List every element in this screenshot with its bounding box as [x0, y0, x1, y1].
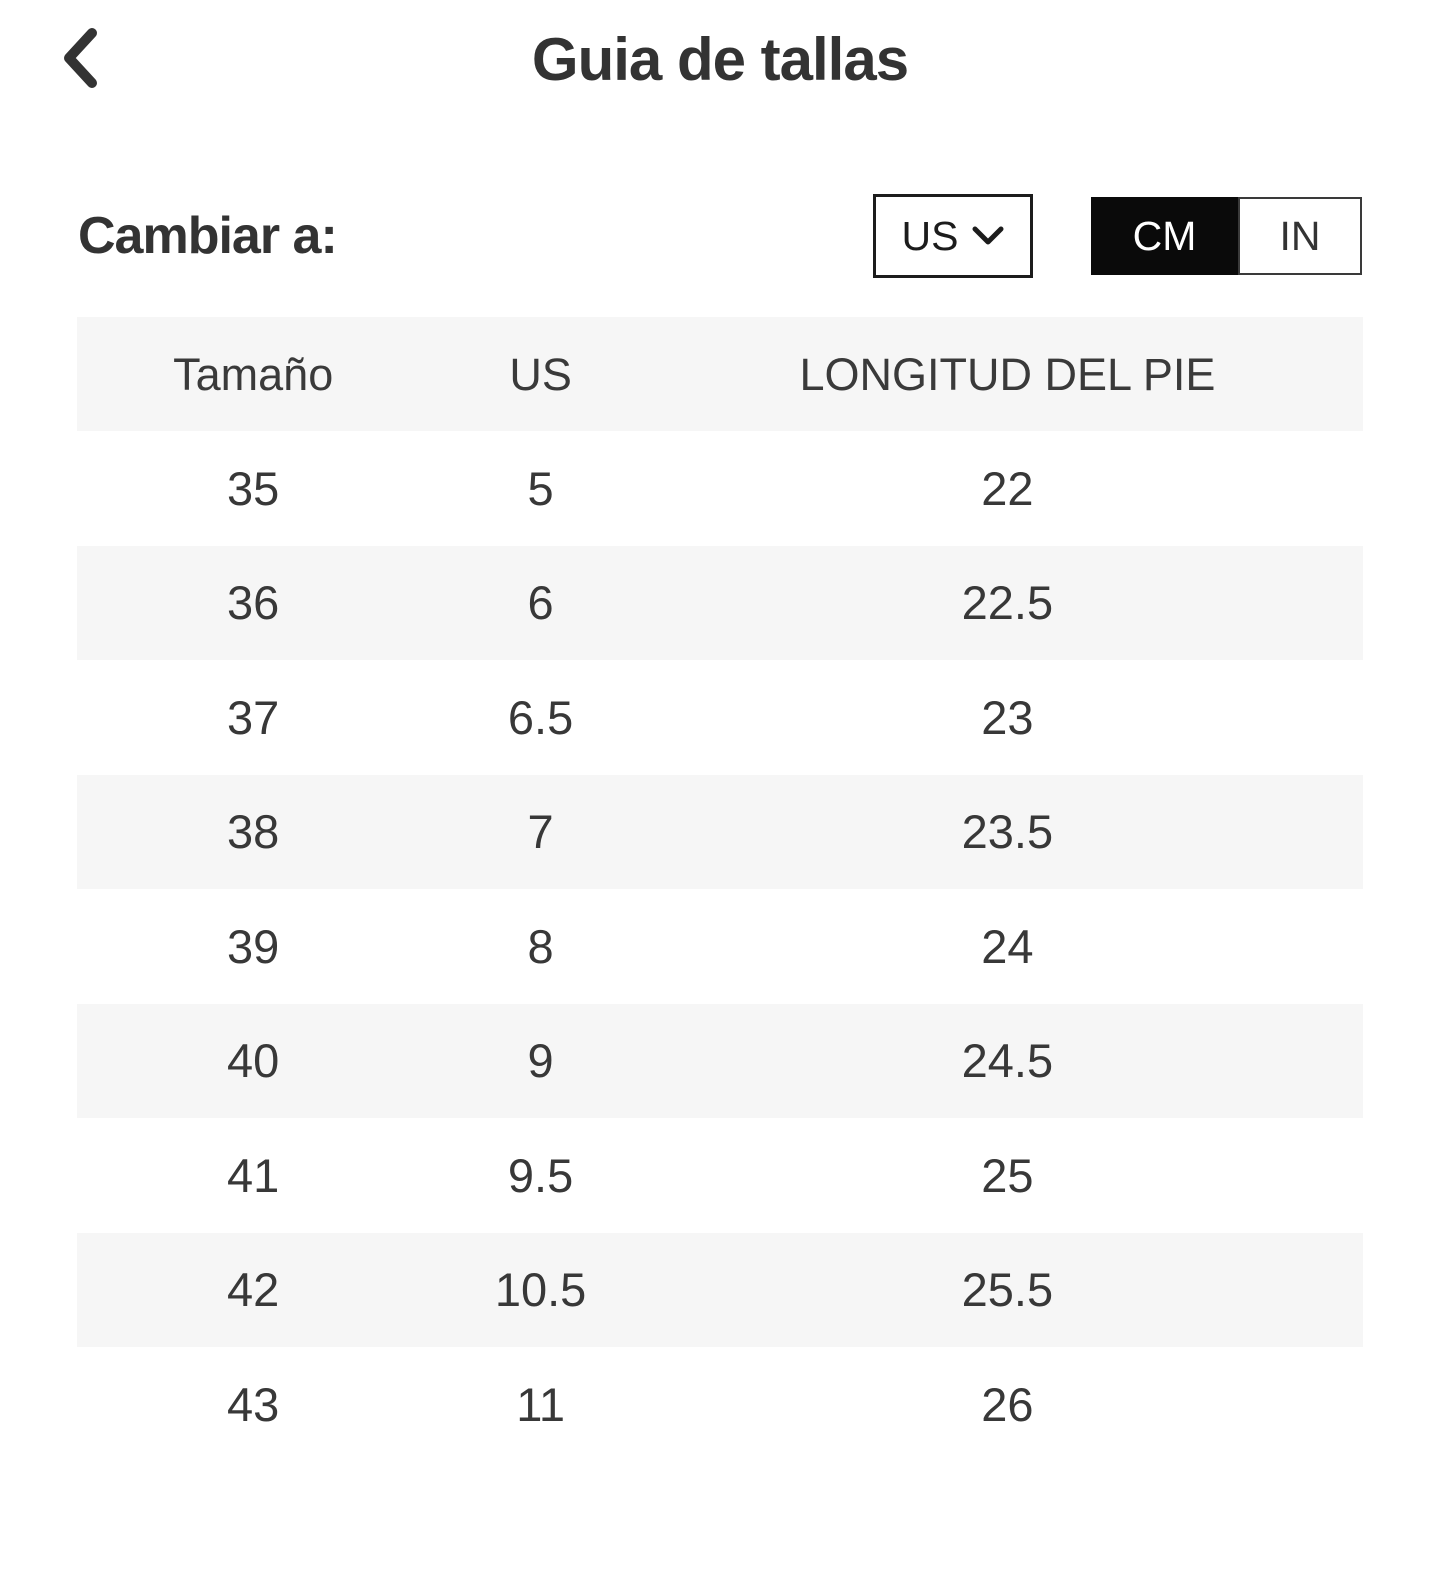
table-row [77, 1118, 1363, 1233]
table-cell-length: 24 [981, 919, 1034, 973]
table-cell-size: 43 [227, 1377, 280, 1431]
table-cell-us: 8 [527, 919, 554, 973]
region-dropdown-value: US [901, 212, 959, 259]
table-cell-size: 40 [227, 1034, 280, 1088]
table-cell-size: 35 [227, 461, 280, 515]
table-cell-us: 11 [516, 1377, 565, 1431]
table-cell-length: 24.5 [961, 1034, 1054, 1088]
region-dropdown[interactable] [873, 194, 1033, 278]
table-cell-length: 23 [981, 690, 1034, 744]
size-table [77, 317, 1363, 1462]
controls-row [0, 194, 1440, 278]
table-cell-us: 6 [527, 576, 554, 630]
change-to-label: Cambiar a: [78, 207, 337, 265]
size-table-body [77, 431, 1363, 1462]
size-table-header [77, 317, 1363, 431]
table-row [77, 1233, 1363, 1348]
table-cell-us: 6.5 [507, 690, 574, 744]
table-row [77, 775, 1363, 890]
chevron-left-icon [61, 27, 99, 89]
top-bar [0, 0, 1440, 100]
table-cell-size: 37 [227, 690, 280, 744]
table-cell-us: 5 [527, 461, 554, 515]
table-cell-size: 41 [227, 1148, 280, 1202]
table-cell-size: 36 [227, 576, 280, 630]
table-cell-us: 10.5 [494, 1263, 587, 1317]
table-cell-size: 39 [227, 919, 280, 973]
table-cell-us: 9 [527, 1034, 554, 1088]
chevron-down-icon [972, 226, 1004, 246]
table-row [77, 660, 1363, 775]
table-row [77, 546, 1363, 661]
table-cell-size: 38 [227, 805, 280, 859]
table-cell-length: 25.5 [961, 1263, 1054, 1317]
controls-right [873, 194, 1362, 278]
table-row [77, 889, 1363, 1004]
table-cell-length: 26 [981, 1377, 1034, 1431]
table-row [77, 1347, 1363, 1462]
column-header-size: Tamaño [173, 348, 334, 400]
table-cell-us: 7 [527, 805, 554, 859]
unit-option-in[interactable]: IN [1238, 197, 1362, 275]
table-cell-length: 23.5 [961, 805, 1054, 859]
table-cell-length: 22 [981, 461, 1034, 515]
column-header-foot-length: LONGITUD DEL PIE [799, 348, 1216, 400]
table-cell-size: 42 [227, 1263, 280, 1317]
page-title: Guia de tallas [531, 26, 909, 93]
unit-option-cm[interactable]: CM [1091, 197, 1238, 275]
table-cell-us: 9.5 [507, 1148, 574, 1202]
back-button[interactable] [56, 24, 104, 92]
table-cell-length: 25 [981, 1148, 1034, 1202]
column-header-us: US [509, 348, 572, 400]
table-cell-length: 22.5 [961, 576, 1054, 630]
table-row [77, 431, 1363, 546]
unit-toggle [1091, 197, 1362, 275]
table-row [77, 1004, 1363, 1119]
